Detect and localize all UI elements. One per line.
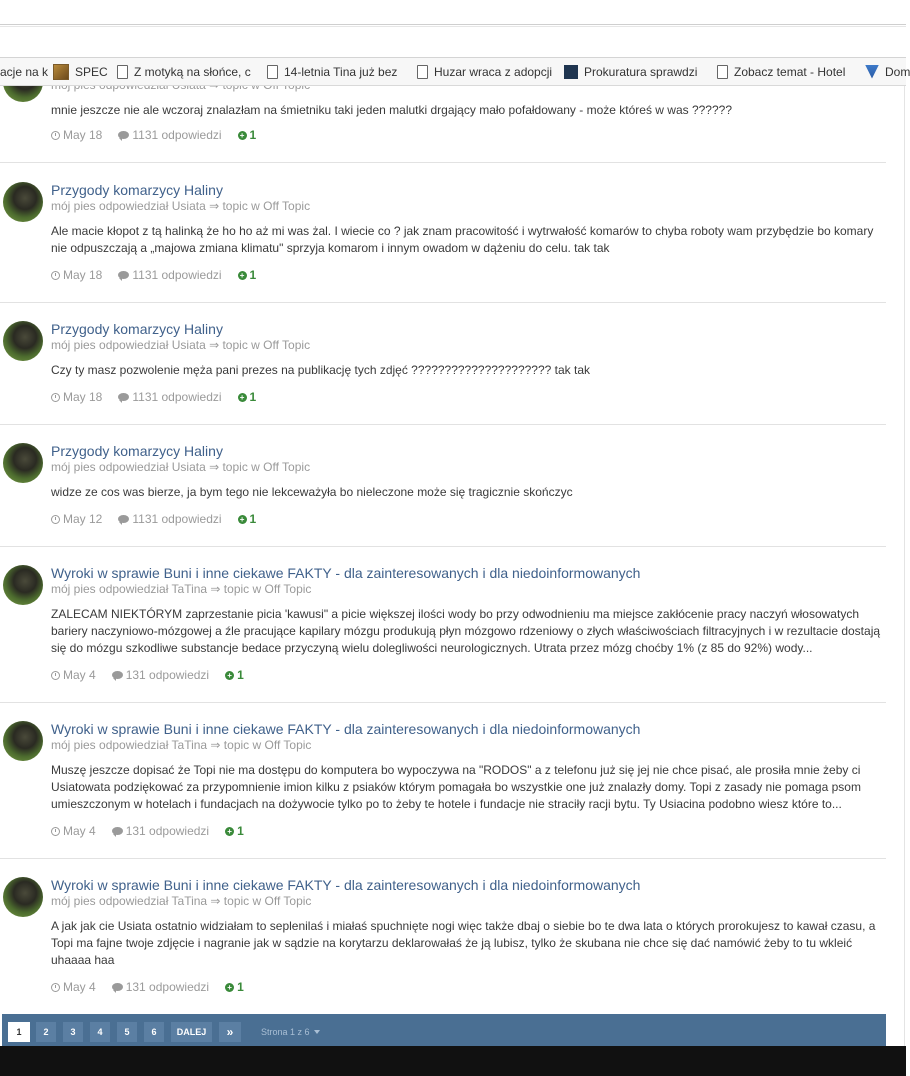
reply-count: 1131 odpowiedzi: [118, 512, 221, 526]
page-5-button[interactable]: 5: [117, 1022, 137, 1042]
activity-item: [0, 182, 886, 300]
avatar[interactable]: [3, 443, 43, 483]
spec-icon: [53, 64, 69, 80]
comment-icon: [118, 131, 129, 139]
post-meta: mój pies odpowiedział TaTina ⇒ topic w Off Topic: [51, 894, 312, 908]
clock-icon: [51, 515, 60, 524]
reputation: + 1: [238, 390, 257, 404]
post-title-link[interactable]: Przygody komarzycy Haliny: [51, 443, 223, 459]
reputation: + 1: [238, 512, 257, 526]
divider: [0, 24, 906, 25]
comment-icon: [118, 515, 129, 523]
post-stats: [51, 128, 256, 142]
bookmark-item[interactable]: Prokuratura sprawdzi: [564, 58, 697, 85]
post-date[interactable]: May 18: [51, 128, 102, 142]
activity-item: [0, 321, 886, 421]
post-meta: mój pies odpowiedział TaTina ⇒ topic w Off Topic: [51, 738, 312, 752]
last-page-button[interactable]: »: [219, 1022, 241, 1042]
pagination-bar: [2, 1014, 886, 1046]
comment-icon: [112, 671, 123, 679]
reply-count: 131 odpowiedzi: [112, 980, 209, 994]
reputation: + 1: [238, 268, 257, 282]
reply-count: 1131 odpowiedzi: [118, 390, 221, 404]
post-date[interactable]: May 18: [51, 268, 102, 282]
post-stats: [51, 668, 244, 682]
activity-item: [0, 443, 886, 543]
plus-icon: +: [225, 827, 234, 836]
comment-icon: [118, 271, 129, 279]
reply-count: 131 odpowiedzi: [112, 668, 209, 682]
reply-count: 1131 odpowiedzi: [118, 128, 221, 142]
plus-icon: +: [238, 131, 247, 140]
page-icon: [117, 65, 128, 79]
post-stats: [51, 824, 244, 838]
avatar[interactable]: [3, 721, 43, 761]
post-date[interactable]: May 4: [51, 668, 96, 682]
post-excerpt: Czy ty masz pozwolenie męża pani prezes na publikację tych zdjęć ????????????????????? tak tak: [51, 363, 591, 377]
avatar[interactable]: [3, 565, 43, 605]
plus-icon: +: [238, 271, 247, 280]
tvn-icon: [564, 65, 578, 79]
page-1-button[interactable]: 1: [8, 1022, 30, 1042]
page-icon: [717, 65, 728, 79]
plus-icon: +: [225, 671, 234, 680]
bookmarks-bar: [0, 57, 910, 86]
divider: [0, 702, 886, 703]
clock-icon: [51, 131, 60, 140]
page-3-button[interactable]: 3: [63, 1022, 83, 1042]
post-title-link[interactable]: Przygody komarzycy Haliny: [51, 321, 223, 337]
activity-item: [0, 565, 886, 700]
bookmark-item[interactable]: 14-letnia Tina już bez: [267, 58, 397, 85]
divider: [0, 26, 906, 27]
post-stats: [51, 390, 256, 404]
divider: [0, 546, 886, 547]
activity-item: [0, 721, 886, 856]
post-date[interactable]: May 18: [51, 390, 102, 404]
post-meta: mój pies odpowiedział Usiata ⇒ topic w Off Topic: [51, 460, 311, 474]
clock-icon: [51, 393, 60, 402]
reputation: + 1: [238, 128, 257, 142]
divider: [0, 424, 886, 425]
post-title-link[interactable]: Wyroki w sprawie Buni i inne ciekawe FAKTY - dla zainteresowanych i dla niedoinformowanych: [51, 565, 641, 581]
page-2-button[interactable]: 2: [36, 1022, 56, 1042]
bookmark-item[interactable]: Zobacz temat - Hotel: [717, 58, 845, 85]
post-stats: [51, 268, 256, 282]
plus-icon: +: [225, 983, 234, 992]
clock-icon: [51, 827, 60, 836]
vk-icon: [865, 65, 879, 79]
post-date[interactable]: May 12: [51, 512, 102, 526]
bookmark-item[interactable]: Huzar wraca z adopcji: [417, 58, 552, 85]
post-excerpt: A jak jak cie Usiata ostatnio widziałam to seplenilaś i miałaś spuchnięte nogi więc także dbaj o siebie bo te dwa lata o których prorokujesz to kawał czasu, a Topi ma fajne twoje zdjęcie i nagranie jak w sądzie na korytarzu deklarowałaś że ją lubisz, tylko że skubana nie chce się dać namówić żeby to tu wkleić uhaaaa haa: [51, 919, 876, 967]
reputation: + 1: [225, 824, 244, 838]
post-meta: mój pies odpowiedział Usiata ⇒ topic w Off Topic: [51, 199, 311, 213]
post-excerpt: Ale macie kłopot z tą halinką że ho ho aż mi was żal. I wiecie co ? jak znam pracowitość i wytrwałość komarów to chyba roboty wam przybędzie bo komary nie odpuszczają a „majowa zmiana klimatu" sprzyja komarom i innym owadom w dążeniu do celu. tak tak: [51, 224, 874, 255]
comment-icon: [112, 827, 123, 835]
comment-icon: [118, 393, 129, 401]
post-title-link[interactable]: Wyroki w sprawie Buni i inne ciekawe FAKTY - dla zainteresowanych i dla niedoinformowanych: [51, 877, 641, 893]
browser-top-area: [0, 0, 906, 24]
post-date[interactable]: May 4: [51, 824, 96, 838]
taskbar: [0, 1046, 906, 1076]
next-page-button[interactable]: DALEJ: [171, 1022, 212, 1042]
bookmark-item[interactable]: SPEC: [53, 58, 108, 85]
avatar[interactable]: [3, 321, 43, 361]
post-meta: mój pies odpowiedział TaTina ⇒ topic w Off Topic: [51, 582, 312, 596]
comment-icon: [112, 983, 123, 991]
avatar[interactable]: [3, 877, 43, 917]
divider: [0, 302, 886, 303]
post-excerpt: ZALECAM NIEKTÓRYM zaprzestanie picia 'kawusi" a picie większej ilości wody bo przy odwodnieniu ma miejsce zakłócenie pracy naczyń włosowatych bariery naczyniowo-mózgowej a źle pracujące kapilary mózgu produkują płyn mózgowo rdzeniowy o złych właściwościach filtracyjnych i w rezultacie dostają się do mózgu szkodliwe substancje bedace przyczyną wielu dolegliwości neurologicznych. Utrata przez mózg choćby 1% (z 85 do 92%) wody...: [51, 607, 881, 655]
post-meta: mój pies odpowiedział Usiata ⇒ topic w Off Topic: [51, 338, 311, 352]
page-4-button[interactable]: 4: [90, 1022, 110, 1042]
bookmark-item[interactable]: acje na k: [0, 64, 49, 79]
page-icon: [267, 65, 278, 79]
activity-item: [0, 877, 886, 1012]
plus-icon: +: [238, 515, 247, 524]
page-jump-dropdown[interactable]: Strona 1 z 6: [261, 1022, 320, 1042]
reply-count: 1131 odpowiedzi: [118, 268, 221, 282]
post-excerpt: mnie jeszcze nie ale wczoraj znalazłam na śmietniku taki jeden malutki drgający mało pofałdowany - może któreś w was ??????: [51, 103, 732, 117]
post-title-link[interactable]: Wyroki w sprawie Buni i inne ciekawe FAKTY - dla zainteresowanych i dla niedoinformowanych: [51, 721, 641, 737]
divider: [0, 858, 886, 859]
clock-icon: [51, 271, 60, 280]
chevron-down-icon: [314, 1030, 320, 1034]
reputation: + 1: [225, 668, 244, 682]
bookmark-item[interactable]: Z motyką na słońce, c: [117, 58, 251, 85]
divider: [0, 162, 886, 163]
post-stats: [51, 980, 244, 994]
post-excerpt: Muszę jeszcze dopisać że Topi nie ma dostępu do komputera bo wypoczywa na "RODOS" a z telefonu już się jej nie chce pisać, ale prosiła mnie żeby ci Usiatowata podziękować za przypomnienie imion kilku z psiaków którym pomagała bo wszystkie one już znalazły domy. Topi z zasady nie pomaga psom umieszczonym w hotelach i fundacjach na dożywocie tylko po to żeby te hotele i fundacje nie straciły racji bytu. Ty Usiacina podobno wiesz które to...: [51, 763, 861, 811]
reputation: + 1: [225, 980, 244, 994]
post-title-link[interactable]: Przygody komarzycy Haliny: [51, 182, 223, 198]
clock-icon: [51, 983, 60, 992]
clock-icon: [51, 671, 60, 680]
plus-icon: +: [238, 393, 247, 402]
page-icon: [417, 65, 428, 79]
page-6-button[interactable]: 6: [144, 1022, 164, 1042]
post-excerpt: widze ze cos was bierze, ja bym tego nie lekceważyła bo nieleczone może się tragicznie skończyc: [51, 485, 573, 499]
reply-count: 131 odpowiedzi: [112, 824, 209, 838]
bookmark-item[interactable]: Dom: [865, 58, 910, 85]
divider: [904, 84, 905, 1046]
avatar[interactable]: [3, 182, 43, 222]
post-date[interactable]: May 4: [51, 980, 96, 994]
post-stats: [51, 512, 256, 526]
